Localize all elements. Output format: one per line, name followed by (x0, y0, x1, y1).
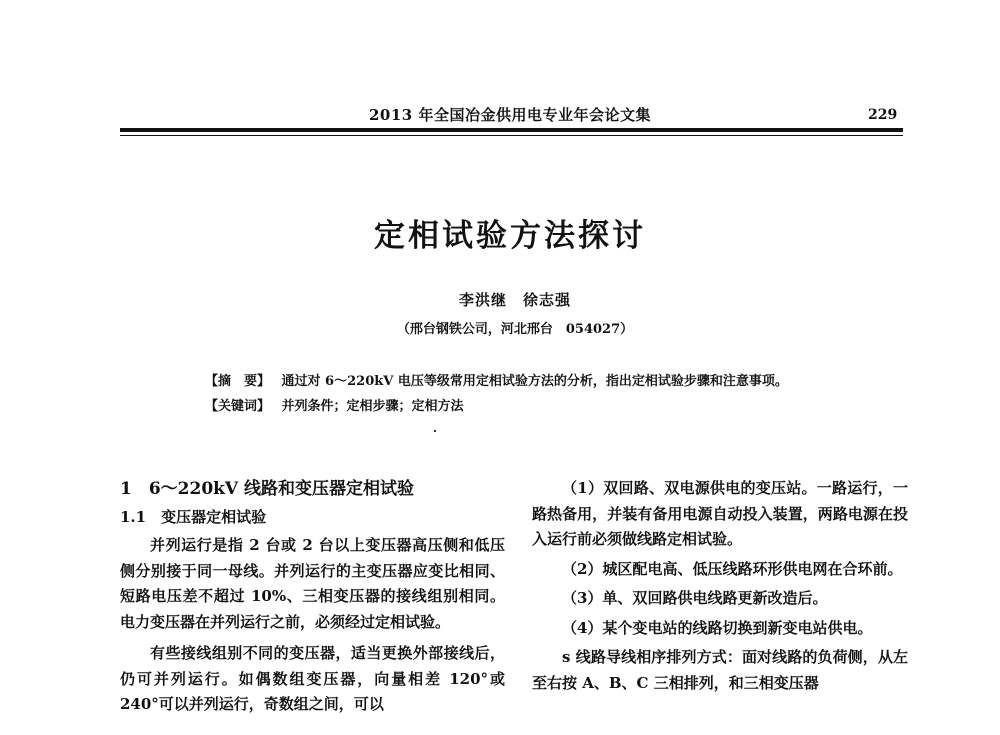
paragraph: （2）城区配电高、低压线路环形供电网在合环前。 (562, 559, 903, 578)
section-heading-1-1: 1.1 变压器定相试验 (120, 508, 267, 526)
paragraph: 并列运行是指 2 台或 2 台以上变压器高压侧和低压侧分别接于同一母线。并列运行的主变压器应变比相同、短路电压差不超过 10%、三相变压器的接线组别相同。电力变压器在并列运行之前，必须经过定相试验。 (120, 536, 505, 631)
article-authors: 李洪继 徐志强 (458, 291, 571, 309)
paragraph: 有些接线组别不同的变压器，适当更换外部接线后，仍可并列运行。如偶数组变压器，向量相差 120°或 240°可以并列运行，奇数组之间，可以 (120, 644, 505, 713)
section-heading-1: 1 6～220kV 线路和变压器定相试验 (120, 479, 415, 499)
abstract-label: 【摘 要】 (205, 374, 271, 389)
keywords-label: 【关键词】 (205, 399, 271, 414)
article-affiliation: （邢台钢铁公司，河北邢台 054027） (396, 322, 634, 337)
page-number: 229 (868, 107, 898, 123)
paragraph: （4）某个变电站的线路切换到新变电站供电。 (562, 618, 873, 637)
paragraph: s 线路导线相序排列方式：面对线路的负荷侧，从左至右按 A、B、C 三相排列，和三相变压器 (532, 648, 908, 692)
abstract (205, 370, 788, 389)
article-title: 定相试验方法探讨 (374, 218, 646, 254)
paragraph: （1）双回路、双电源供电的变压站。一路运行，一路热备用，并装有备用电源自动投入装置，两路电源在投入运行前必须做线路定相试验。 (532, 479, 908, 548)
header-rule-thin (120, 135, 903, 136)
proceedings-title: 2013 年全国冶金供用电专业年会论文集 (369, 106, 651, 124)
right-column (532, 476, 908, 700)
left-column (120, 476, 505, 724)
abstract-text: 通过对 6～220kV 电压等级常用定相试验方法的分析，指出定相试验步骤和注意事项。 (281, 374, 788, 389)
stray-mark (434, 430, 436, 432)
keywords (205, 395, 464, 414)
keywords-text: 并列条件；定相步骤；定相方法 (281, 399, 464, 414)
header-rule-thick (120, 128, 903, 132)
paragraph: （3）单、双回路供电线路更新改造后。 (562, 589, 828, 607)
